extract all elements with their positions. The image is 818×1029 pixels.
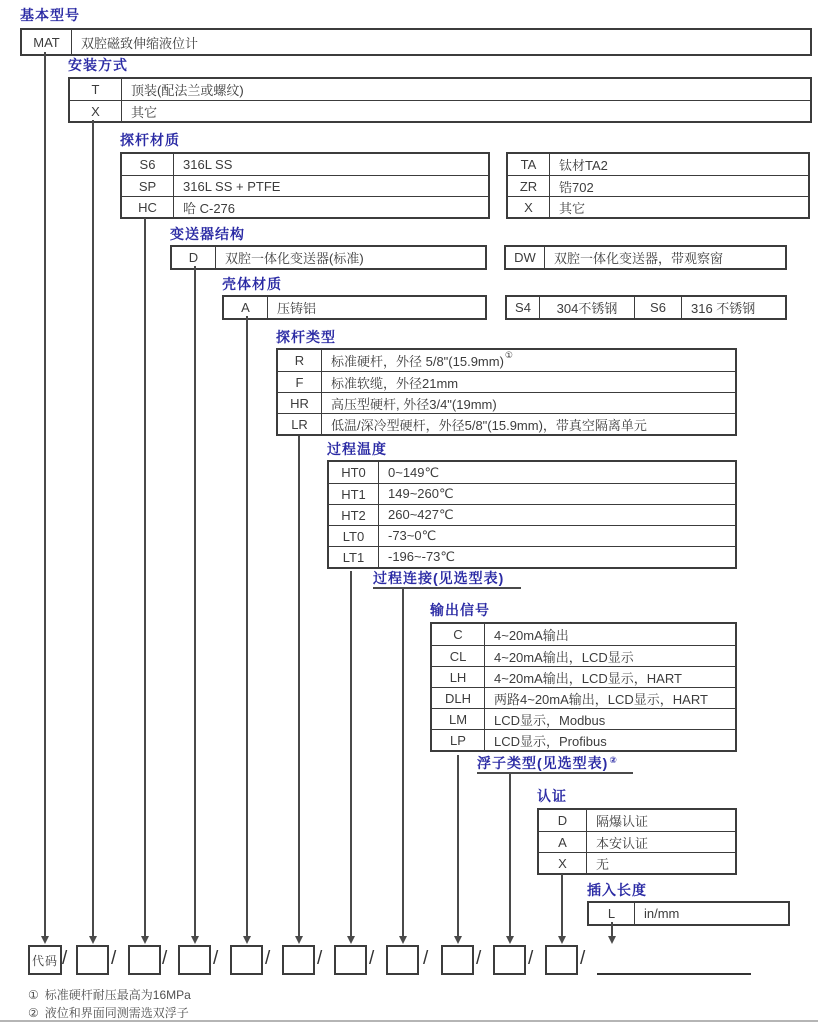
table-transmitter-right — [504, 245, 787, 270]
desc-cell — [485, 730, 735, 750]
section-housing-title: 壳体材质 — [222, 276, 282, 292]
desc-cell — [322, 372, 735, 392]
arrow-down-icon — [191, 936, 199, 944]
table-row — [70, 100, 810, 121]
connector-line — [144, 218, 146, 940]
connector-line — [92, 120, 94, 940]
table-row — [70, 79, 810, 100]
desc-text: LCD显示，Profibus — [494, 733, 607, 749]
connector-line — [402, 587, 404, 940]
desc-cell — [122, 79, 810, 100]
slash-separator: / — [580, 948, 586, 969]
slash-separator: / — [528, 948, 534, 969]
code-cell: HR — [278, 393, 322, 413]
section-probe-type-title: 探杆类型 — [276, 329, 336, 345]
code-cell: D — [172, 247, 216, 268]
connector-line — [298, 436, 300, 940]
desc-cell — [379, 526, 735, 546]
desc-cell — [587, 853, 735, 873]
code-cell: X — [539, 853, 587, 873]
desc-text: 标准硬杆，外径 5/8"(15.9mm) — [331, 354, 504, 369]
title-text: 浮子类型(见选型表) — [477, 755, 609, 771]
desc-text: 无 — [596, 856, 610, 872]
desc-text: 顶装(配法兰或螺纹) — [131, 83, 244, 98]
desc-cell — [587, 810, 735, 831]
table-housing-right — [505, 295, 787, 320]
code-cell: ZR — [508, 176, 550, 196]
code-cell: LR — [278, 414, 322, 434]
desc-cell — [635, 903, 788, 924]
slash-separator: / — [423, 948, 429, 969]
code-label-text: 代码 — [31, 953, 58, 968]
table-row — [506, 247, 785, 268]
desc-cell — [485, 667, 735, 687]
desc-text: 其它 — [131, 104, 158, 120]
code-cell: D — [539, 810, 587, 831]
table-length — [587, 901, 790, 926]
table-row — [329, 525, 735, 546]
code-cell: S4 — [507, 297, 540, 318]
table-row — [539, 810, 735, 831]
arrow-down-icon — [141, 936, 149, 944]
code-cell: S6 — [635, 297, 682, 318]
arrow-down-icon — [399, 936, 407, 944]
table-row — [278, 413, 735, 434]
footnote-text: 标准硬杆耐压最高为16MPa — [44, 988, 191, 1002]
desc-text: 4~20mA输出，LCD显示 — [494, 649, 634, 665]
desc-text: 哈 C-276 — [183, 200, 236, 216]
arrow-down-icon — [454, 936, 462, 944]
table-row — [329, 462, 735, 483]
slash-separator: / — [213, 948, 219, 969]
desc-cell — [379, 462, 735, 483]
section-probe-material-title: 探杆材质 — [120, 132, 180, 148]
code-cell: HC — [122, 197, 174, 217]
desc-text: 本安认证 — [596, 835, 649, 851]
arrow-down-icon — [243, 936, 251, 944]
connector-line — [561, 874, 563, 940]
desc-cell — [485, 646, 735, 666]
table-temperature — [327, 460, 737, 569]
desc-text: 316 不锈钢 — [691, 301, 756, 316]
code-slot-2 — [128, 945, 161, 975]
code-cell: A — [224, 297, 268, 318]
table-row — [432, 624, 735, 645]
desc-text: 149~260℃ — [388, 486, 454, 501]
desc-cell — [174, 176, 488, 196]
table-row — [539, 831, 735, 852]
code-slot-9 — [493, 945, 526, 975]
footnote-ref-2: ② — [609, 755, 618, 765]
code-slot-6 — [334, 945, 367, 975]
table-housing — [222, 295, 487, 320]
table-row — [22, 30, 810, 54]
slash-separator: / — [476, 948, 482, 969]
code-cell: T — [70, 79, 122, 100]
section-temperature-title: 过程温度 — [327, 441, 387, 457]
connector-line — [509, 772, 511, 940]
desc-cell — [550, 176, 808, 196]
desc-text: 4~20mA输出 — [494, 628, 569, 643]
arrow-down-icon — [295, 936, 303, 944]
desc-text: 双腔一体化变送器，带观察窗 — [554, 251, 724, 266]
section-output-title: 输出信号 — [430, 602, 490, 618]
desc-text: -196~-73℃ — [388, 549, 455, 564]
table-probe-material — [120, 152, 490, 219]
code-cell: LT0 — [329, 526, 379, 546]
desc-text: 双腔磁致伸缩液位计 — [81, 35, 199, 51]
table-transmitter — [170, 245, 487, 270]
code-cell: HT2 — [329, 505, 379, 525]
connector-line — [44, 52, 46, 940]
desc-cell — [485, 688, 735, 708]
table-cert — [537, 808, 737, 875]
code-cell: R — [278, 350, 322, 371]
code-cell: LT1 — [329, 547, 379, 567]
desc-cell — [379, 484, 735, 504]
code-slot-5 — [282, 945, 315, 975]
table-row — [122, 175, 488, 196]
footnote-2 — [28, 1004, 189, 1021]
code-cell: SP — [122, 176, 174, 196]
footnote-ref-1: ① — [504, 350, 513, 360]
footnote-text: 液位和界面同测需选双浮子 — [44, 1006, 189, 1020]
code-cell: S6 — [122, 154, 174, 175]
arrow-down-icon — [41, 936, 49, 944]
desc-cell — [72, 30, 810, 54]
desc-text: 压铸铝 — [277, 301, 317, 316]
code-slot-7 — [386, 945, 419, 975]
table-probe-material-right — [506, 152, 810, 219]
section-length-title: 插入长度 — [587, 882, 647, 898]
title-underline — [373, 587, 521, 589]
table-probe-type — [276, 348, 737, 436]
table-row — [589, 903, 788, 924]
table-output — [430, 622, 737, 752]
code-slot-10 — [545, 945, 578, 975]
table-row — [432, 708, 735, 729]
desc-text: 高压型硬杆, 外径3/4"(19mm) — [331, 396, 497, 412]
code-cell: DLH — [432, 688, 485, 708]
code-cell: HT0 — [329, 462, 379, 483]
desc-cell — [322, 414, 735, 434]
desc-cell — [216, 247, 485, 268]
code-cell: X — [70, 101, 122, 121]
table-row — [507, 297, 785, 318]
code-label-box — [28, 945, 62, 975]
desc-cell — [174, 154, 488, 175]
slash-separator: / — [369, 948, 375, 969]
code-cell: X — [508, 197, 550, 217]
section-process-connection-title: 过程连接(见选型表) — [373, 570, 505, 586]
code-cell: C — [432, 624, 485, 645]
code-cell: CL — [432, 646, 485, 666]
code-cell: A — [539, 832, 587, 852]
table-row — [508, 154, 808, 175]
slash-separator: / — [265, 948, 271, 969]
connector-line — [457, 755, 459, 940]
table-basic — [20, 28, 812, 56]
table-row — [278, 371, 735, 392]
desc-text: 钛材TA2 — [559, 158, 608, 173]
title-underline — [477, 772, 633, 774]
desc-text: LCD显示，Modbus — [494, 712, 606, 728]
section-cert-title: 认证 — [537, 788, 567, 804]
table-row — [432, 666, 735, 687]
slash-separator: / — [111, 948, 117, 969]
desc-text: -73~0℃ — [388, 528, 437, 543]
table-row — [122, 154, 488, 175]
table-row — [329, 546, 735, 567]
section-basic-title: 基本型号 — [20, 7, 80, 23]
desc-cell — [545, 247, 785, 268]
table-row — [539, 852, 735, 873]
desc-text: 4~20mA输出，LCD显示，HART — [494, 670, 682, 686]
section-float-type-title — [477, 753, 618, 773]
table-row — [432, 645, 735, 666]
table-row — [329, 483, 735, 504]
table-row — [508, 196, 808, 217]
desc-text: 260~427℃ — [388, 507, 454, 522]
code-cell: LM — [432, 709, 485, 729]
code-cell: TA — [508, 154, 550, 175]
code-cell: F — [278, 372, 322, 392]
slash-separator: / — [62, 948, 68, 969]
desc-text: 隔爆认证 — [596, 814, 649, 829]
desc-cell — [268, 297, 485, 318]
table-row — [329, 504, 735, 525]
table-mounting — [68, 77, 812, 123]
desc-text: 316L SS + PTFE — [183, 178, 281, 194]
desc-cell — [322, 393, 735, 413]
desc-cell — [550, 154, 808, 175]
table-row — [508, 175, 808, 196]
table-row — [224, 297, 485, 318]
desc-cell — [322, 350, 735, 371]
code-slot-8 — [441, 945, 474, 975]
footnote-marker: ① — [28, 988, 39, 1002]
connector-line — [246, 316, 248, 940]
table-row — [278, 392, 735, 413]
code-cell: L — [589, 903, 635, 924]
desc-text: 0~149℃ — [388, 464, 440, 480]
code-slot-3 — [178, 945, 211, 975]
slash-separator: / — [162, 948, 168, 969]
desc-cell — [379, 505, 735, 525]
desc-text: 低温/深冷型硬杆，外径5/8"(15.9mm)，带真空隔离单元 — [331, 417, 647, 433]
section-transmitter-title: 变送器结构 — [170, 226, 245, 242]
table-row — [432, 729, 735, 750]
arrow-down-icon — [347, 936, 355, 944]
desc-cell — [550, 197, 808, 217]
code-cell: MAT — [22, 30, 72, 54]
code-cell: LP — [432, 730, 485, 750]
desc-text: 其它 — [559, 200, 586, 216]
desc-text: 两路4~20mA输出，LCD显示，HART — [494, 691, 708, 707]
desc-text: 标准软缆，外径21mm — [331, 375, 459, 391]
section-mounting-title: 安装方式 — [68, 57, 128, 73]
table-row — [122, 196, 488, 217]
arrow-down-icon — [608, 936, 616, 944]
connector-line — [350, 571, 352, 940]
code-cell: HT1 — [329, 484, 379, 504]
arrow-down-icon — [506, 936, 514, 944]
footnote-marker: ② — [28, 1006, 39, 1020]
arrow-down-icon — [558, 936, 566, 944]
desc-text: in/mm — [644, 906, 680, 921]
slash-separator: / — [317, 948, 323, 969]
desc-text: 双腔一体化变送器(标准) — [225, 251, 364, 266]
table-row — [278, 350, 735, 371]
table-row — [172, 247, 485, 268]
footnote-1 — [28, 986, 191, 1003]
code-cell: LH — [432, 667, 485, 687]
desc-cell — [485, 624, 735, 645]
connector-line — [194, 266, 196, 940]
page-bottom-rule — [0, 1020, 818, 1022]
arrow-down-icon — [89, 936, 97, 944]
desc-cell: 304不锈钢 — [540, 297, 635, 318]
code-slot-4 — [230, 945, 263, 975]
code-cell: DW — [506, 247, 545, 268]
desc-cell — [379, 547, 735, 567]
code-slot-1 — [76, 945, 109, 975]
desc-text: 锆702 — [559, 179, 594, 195]
desc-cell — [122, 101, 810, 121]
length-fill-line — [597, 973, 751, 975]
desc-cell — [485, 709, 735, 729]
table-row — [432, 687, 735, 708]
desc-cell — [587, 832, 735, 852]
desc-cell — [682, 297, 785, 318]
desc-cell — [174, 197, 488, 217]
desc-text: 316L SS — [183, 157, 233, 172]
